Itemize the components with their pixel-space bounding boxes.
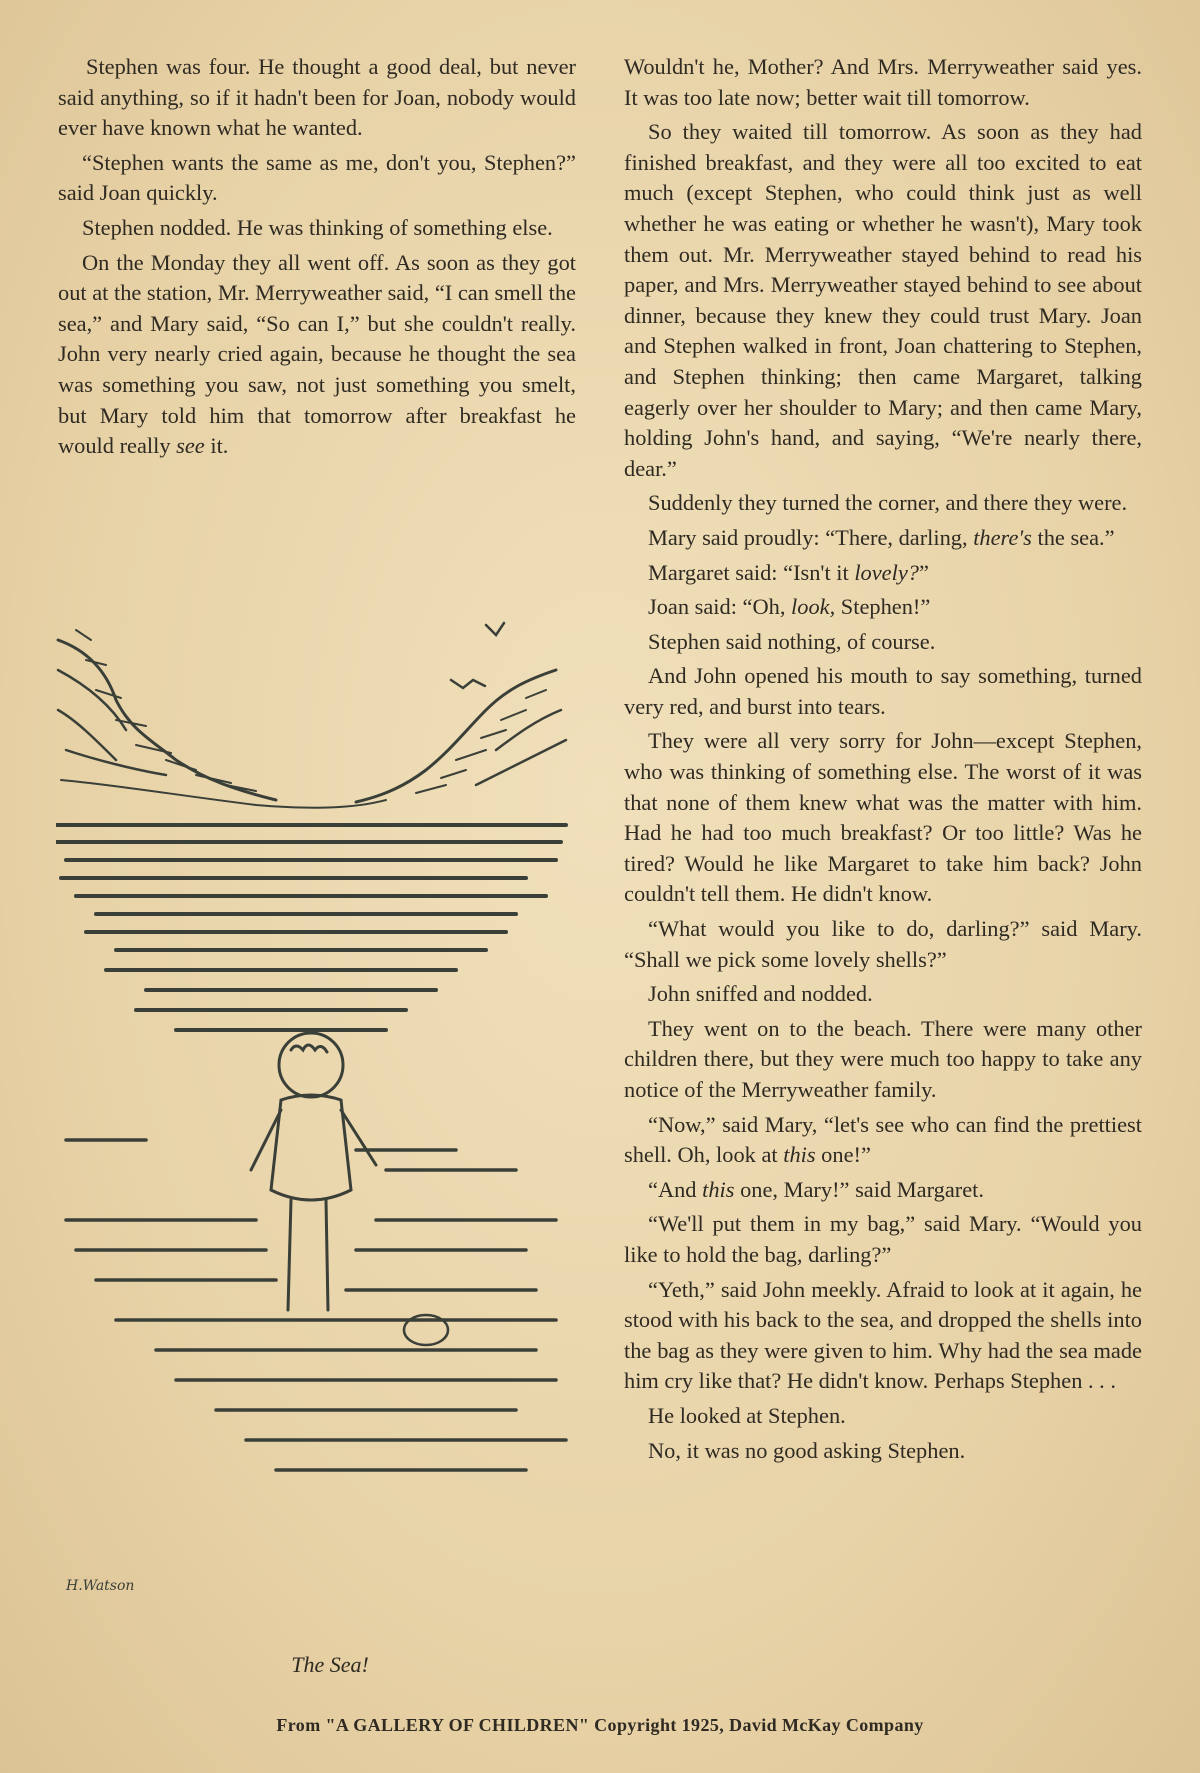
artist-signature: H.Watson (66, 1578, 135, 1594)
text-run: “And (648, 1176, 703, 1202)
text-run: Joan said: “Oh, (648, 594, 792, 620)
text-run: Margaret said: “Isn't it (648, 559, 855, 585)
emphasis: this (783, 1142, 816, 1168)
text-run: it. (204, 433, 229, 459)
text-run: one, Mary!” said Margaret. (734, 1176, 984, 1202)
emphasis: there's (973, 524, 1032, 550)
text-run: “Now,” said Mary, “let's see who can find the prettiest shell. Oh, look at (624, 1111, 1142, 1168)
paragraph: “Stephen wants the same as me, don't you, Stephen?” said Joan quickly. (58, 149, 576, 206)
text-run: one!” (815, 1142, 871, 1168)
text-run: the sea.” (1031, 524, 1115, 550)
left-text-column (58, 52, 576, 466)
paragraph: And John opened his mouth to say something, turned very red, and burst into tears. (624, 663, 1142, 719)
paragraph: They went on to the beach. There were many other children there, but they were much too happy to take any notice of the Merryweather family. (624, 1015, 1142, 1102)
paragraph: “Yeth,” said John meekly. Afraid to look at it again, he stood with his back to the sea, and dropped the shells into the bag as they were given to him. Why had the sea made him cry like that? He didn't know. Perhaps Stephen . . . (624, 1276, 1142, 1394)
emphasis: this (702, 1176, 735, 1202)
paragraph: Stephen nodded. He was thinking of something else. (82, 214, 553, 240)
paragraph (624, 1175, 1142, 1206)
paragraph: He looked at Stephen. (648, 1402, 846, 1428)
paragraph (624, 592, 1142, 623)
paragraph: So they waited till tomorrow. As soon as they had finished breakfast, and they were all too excited to eat much (except Stephen, who could think just as well whether he was eating or whether he wasn't), Mary took them out. Mr. Merryweather stayed behind to read his paper, and Mrs. Merryweather stayed behind to see about dinner, because they knew they could trust Mary. Joan and Stephen walked in front, Joan chattering to Stephen, and Stephen thinking; then came Margaret, talking eagerly over her shoulder to Mary; and then came Mary, holding John's hand, and saying, “We're nearly there, dear.” (624, 119, 1142, 481)
text-run: Mary said proudly: “There, darling, (648, 524, 974, 550)
emphasis: lovely? (854, 559, 919, 585)
paragraph: No, it was no good asking Stephen. (648, 1437, 966, 1463)
illustration-drawing (56, 610, 578, 1630)
paragraph (58, 248, 576, 462)
paragraph: Suddenly they turned the corner, and there they were. (648, 490, 1128, 516)
paragraph: Stephen said nothing, of course. (648, 628, 936, 654)
paragraph (624, 523, 1142, 554)
paragraph (624, 1110, 1142, 1171)
right-text-column (624, 52, 1142, 1470)
paragraph: They were all very sorry for John—except Stephen, who was thinking of something else. The worst of it was that none of them knew what was the matter with him. Had he had too much breakfast? Or too little? Was he tired? Would he like Margaret to take him back? John couldn't tell them. He didn't know. (624, 728, 1142, 907)
paragraph: “We'll put them in my bag,” said Mary. “Would you like to hold the bag, darling?” (624, 1211, 1142, 1267)
paragraph: “What would you like to do, darling?” said Mary. “Shall we pick some lovely shells?” (624, 916, 1142, 972)
emphasis: see (176, 433, 205, 459)
sea-illustration (56, 610, 578, 1630)
illustration-caption: The Sea! (291, 1652, 369, 1677)
copyright-footer: From "A GALLERY OF CHILDREN" Copyright 1925, David McKay Company (276, 1715, 924, 1735)
paragraph: Wouldn't he, Mother? And Mrs. Merryweather said yes. It was too late now; better wait till tomorrow. (624, 54, 1142, 110)
paragraph: Stephen was four. He thought a good deal, but never said anything, so if it hadn't been for Joan, nobody would ever have known what he wanted. (58, 54, 576, 141)
paragraph: John sniffed and nodded. (648, 981, 873, 1007)
text-run: On the Monday they all went off. As soon as they got out at the station, Mr. Merryweather said, “I can smell the sea,” and Mary said, “So can I,” but she couldn't really. John very nearly cried again, because he thought the sea was something you saw, not just something you smelt, but Mary told him that tomorrow after breakfast he would really (58, 249, 576, 459)
paragraph (624, 558, 1142, 589)
text-run: Stephen!” (835, 594, 931, 620)
emphasis: look, (791, 594, 836, 620)
text-run: ” (918, 559, 929, 585)
